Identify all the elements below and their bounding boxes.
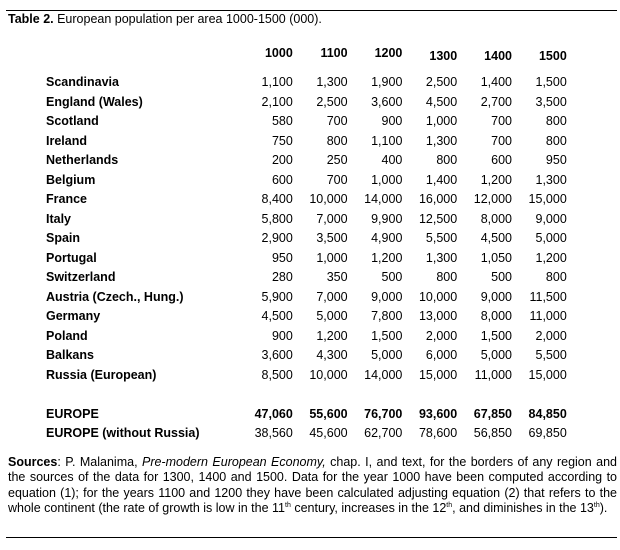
table-row [46,171,567,191]
sources-text: ). [599,501,608,516]
cell-value: 1,300 [316,75,348,89]
cell-value: 1,400 [425,172,458,187]
cell-value: 280 [271,270,293,284]
cell-value: 1,200 [371,250,403,265]
cell-value: 200 [271,153,293,167]
table-row [46,210,567,230]
table-row [46,249,567,269]
cell-value: 1,500 [371,328,403,343]
cell-value: 1,100 [371,133,403,148]
cell-value: 84,850 [528,406,567,421]
year-header: 1500 [538,49,567,63]
cell-value: 1,900 [371,75,403,89]
cell-value: 8,500 [261,367,293,382]
cell-value: 250 [326,153,348,167]
cell-value: 16,000 [418,192,458,206]
cell-value: 45,600 [309,426,348,440]
cell-value: 580 [271,114,293,128]
cell-value: 2,100 [261,94,293,109]
row-label: Poland [46,328,88,343]
cell-value: 11,500 [529,289,567,304]
table-row [46,151,567,171]
cell-value: 8,000 [480,211,512,226]
row-label: Balkans [46,348,94,362]
cell-value: 900 [381,114,403,128]
row-label: Portugal [46,250,97,265]
cell-value: 1,500 [535,75,567,89]
cell-value: 8,000 [480,309,512,323]
sources-label: Sources [8,455,58,469]
top-rule [6,10,617,11]
table-row [46,327,567,347]
row-label: Spain [46,231,81,245]
cell-value: 800 [436,153,458,167]
cell-value: 69,850 [528,426,567,440]
cell-value: 2,700 [480,94,512,109]
cell-value: 5,500 [425,231,458,245]
year-header: 1100 [320,46,348,60]
table-body [46,73,567,444]
cell-value: 8,400 [261,192,293,206]
cell-value: 62,700 [364,426,403,440]
table-row [46,190,567,210]
cell-value: 76,700 [364,406,403,421]
cell-value: 15,000 [528,367,567,382]
table-row [46,307,567,327]
year-header: 1000 [264,46,293,60]
cell-value: 55,600 [309,406,348,421]
cell-value: 1,500 [480,328,512,343]
cell-value: 10,000 [418,289,458,304]
cell-value: 2,500 [316,94,348,109]
cell-value: 600 [491,153,512,167]
year-header: 1300 [429,49,458,63]
cell-value: 700 [326,172,348,187]
total-row [46,405,567,425]
cell-value: 11,000 [474,367,512,382]
cell-value: 1,000 [371,172,403,187]
sources-text: chap. I, and text, for the borders of any region and the sources of the data for 1300, 1400 and 1500. Data for the year 1000 have been computed according to equation (1); for the years 1100 and 1200 they have been calculated adjusting equation (2) that refers to the whole continent (the rate of growth is low in the 11 [8,455,617,516]
cell-value: 9,900 [371,211,403,226]
cell-value: 350 [326,270,348,284]
cell-value: 1,100 [261,75,293,89]
sources-note [8,455,617,517]
cell-value: 5,900 [261,289,293,304]
cell-value: 1,000 [316,250,348,265]
cell-value: 47,060 [254,406,293,421]
table-row [46,366,567,386]
cell-value: 500 [381,270,403,284]
year-header: 1400 [484,49,512,63]
cell-value: 5,800 [261,211,293,226]
cell-value: 11,000 [529,309,567,323]
row-label: England (Wales) [46,94,143,109]
table-caption-text: European population per area 1000-1500 (000). [53,12,322,26]
cell-value: 3,600 [261,348,293,362]
cell-value: 6,000 [425,348,458,362]
row-label: France [46,192,87,206]
table-row [46,93,567,113]
cell-value: 1,200 [480,172,512,187]
cell-value: 2,000 [535,328,567,343]
year-header: 1200 [374,46,403,60]
sources-book-title: Pre-modern European Economy, [141,455,326,469]
cell-value: 5,500 [535,348,567,362]
cell-value: 800 [545,270,567,284]
row-label: Germany [46,309,101,323]
cell-value: 10,000 [309,367,348,382]
cell-value: 950 [271,250,293,265]
cell-value: 4,500 [480,231,512,245]
cell-value: 9,000 [480,289,512,304]
bottom-rule [6,537,617,538]
cell-value: 38,560 [254,426,293,440]
cell-value: 12,000 [473,192,512,206]
row-label: Italy [46,211,72,226]
cell-value: 700 [491,114,512,128]
row-label: Austria (Czech., Hung.) [46,289,184,304]
table-row [46,73,567,93]
cell-value: 1,300 [425,133,458,148]
cell-value: 1,200 [316,328,348,343]
cell-value: 7,800 [371,309,403,323]
row-label: Switzerland [46,270,116,284]
cell-value: 4,900 [371,231,403,245]
cell-value: 950 [545,153,567,167]
cell-value: 15,000 [528,192,567,206]
ordinal-suffix: th [285,502,291,510]
table-caption-label: Table 2. [8,12,54,26]
table-row [46,268,567,288]
cell-value: 4,500 [261,309,293,323]
cell-value: 2,500 [425,75,458,89]
cell-value: 14,000 [364,367,403,382]
header-empty [46,44,238,73]
cell-value: 1,400 [480,75,512,89]
sources-text: century, increases in the 12 [290,501,447,516]
ordinal-suffix: th [593,502,600,510]
cell-value: 700 [491,133,512,148]
cell-value: 5,000 [371,348,403,362]
cell-value: 93,600 [418,406,458,421]
table-row [46,229,567,249]
row-label: Russia (European) [46,367,157,382]
cell-value: 1,000 [425,114,458,128]
cell-value: 12,500 [418,211,458,226]
cell-value: 15,000 [418,367,458,382]
cell-value: 1,050 [480,250,512,265]
header-row [46,44,567,73]
cell-value: 4,300 [316,348,348,362]
cell-value: 400 [381,153,403,167]
sources-text: , and diminishes in the 13 [452,501,594,516]
row-label: EUROPE [46,406,99,421]
cell-value: 13,000 [418,309,458,323]
row-label: Scotland [46,114,99,128]
table-caption [8,12,322,26]
cell-value: 10,000 [309,192,348,206]
cell-value: 9,000 [371,289,403,304]
cell-value: 900 [271,328,293,343]
cell-value: 3,500 [316,231,348,245]
cell-value: 14,000 [364,192,403,206]
table-row [46,288,567,308]
cell-value: 500 [491,270,512,284]
population-table [46,44,567,444]
total-row [46,424,567,444]
row-label: EUROPE (without Russia) [46,426,200,440]
row-label: Belgium [46,172,96,187]
cell-value: 5,000 [316,309,348,323]
cell-value: 800 [326,133,348,148]
table-row [46,112,567,132]
cell-value: 7,000 [316,211,348,226]
cell-value: 3,600 [371,94,403,109]
cell-value: 5,000 [480,348,512,362]
row-label: Scandinavia [46,75,119,89]
cell-value: 600 [271,172,293,187]
cell-value: 5,000 [535,231,567,245]
cell-value: 1,200 [535,250,567,265]
cell-value: 750 [271,133,293,148]
row-label: Ireland [46,133,87,148]
table-row [46,132,567,152]
cell-value: 1,300 [535,172,567,187]
cell-value: 9,000 [535,211,567,226]
cell-value: 800 [545,114,567,128]
row-label: Netherlands [46,153,119,167]
cell-value: 800 [436,270,458,284]
cell-value: 3,500 [535,94,567,109]
spacer-cell [46,385,567,405]
cell-value: 2,000 [425,328,458,343]
cell-value: 2,900 [261,231,293,245]
cell-value: 4,500 [425,94,458,109]
spacer-row [46,385,567,405]
sources-text: : P. Malanima, [57,455,142,469]
ordinal-suffix: th [446,502,453,510]
cell-value: 56,850 [473,426,512,440]
cell-value: 67,850 [473,406,512,421]
cell-value: 1,300 [425,250,458,265]
cell-value: 700 [326,114,348,128]
cell-value: 78,600 [418,426,458,440]
cell-value: 800 [545,133,567,148]
table-row [46,346,567,366]
cell-value: 7,000 [316,289,348,304]
